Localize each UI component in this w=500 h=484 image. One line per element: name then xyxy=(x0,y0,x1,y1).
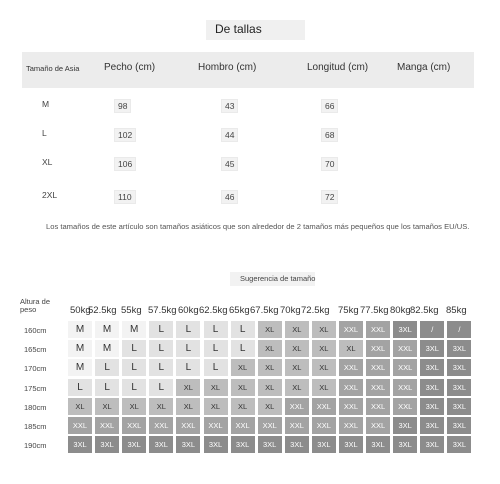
size-cell: 3XL xyxy=(149,436,173,453)
size-cell: 3XL xyxy=(393,436,417,453)
size-cell: L xyxy=(122,379,146,396)
weight-label: 60kg xyxy=(178,305,199,316)
size-cell: 3XL xyxy=(176,436,200,453)
size-cell: XXL xyxy=(366,379,390,396)
size-table-size-label: 2XL xyxy=(42,190,58,200)
size-cell: XXL xyxy=(339,321,363,338)
size-cell: 3XL xyxy=(447,379,471,396)
size-cell: XXL xyxy=(393,359,417,376)
size-cell: 3XL xyxy=(420,340,444,357)
size-cell: XXL xyxy=(285,398,309,415)
size-cell: XL xyxy=(204,379,228,396)
size-cell: L xyxy=(176,340,200,357)
weight-label: 70kg xyxy=(280,305,301,316)
weight-label: 65kg xyxy=(229,305,250,316)
size-cell: M xyxy=(68,359,92,376)
size-cell: XXL xyxy=(68,417,92,434)
size-cell: XXL xyxy=(204,417,228,434)
size-table-size-label: L xyxy=(42,128,47,138)
size-cell: 3XL xyxy=(420,379,444,396)
size-table-header-cell: Manga (cm) xyxy=(397,62,451,73)
size-table-value: 68 xyxy=(321,128,338,142)
size-cell: / xyxy=(420,321,444,338)
size-cell: XL xyxy=(285,321,309,338)
size-table-size-label: XL xyxy=(42,157,53,167)
size-cell: 3XL xyxy=(258,436,282,453)
size-cell: 3XL xyxy=(420,359,444,376)
size-cell: XXL xyxy=(339,359,363,376)
size-cell: L xyxy=(231,340,255,357)
size-cell: XL xyxy=(258,359,282,376)
size-cell: XXL xyxy=(149,417,173,434)
size-cell: M xyxy=(95,321,119,338)
suggestion-title: Sugerencia de tamaño xyxy=(240,274,316,283)
size-table-value: 43 xyxy=(221,99,238,113)
size-cell: XL xyxy=(231,398,255,415)
size-cell: L xyxy=(149,379,173,396)
size-cell: L xyxy=(68,379,92,396)
size-cell: L xyxy=(176,321,200,338)
size-cell: XXL xyxy=(366,321,390,338)
size-cell: L xyxy=(149,359,173,376)
size-cell: XL xyxy=(312,379,336,396)
size-cell: XL xyxy=(285,359,309,376)
size-cell: XL xyxy=(258,379,282,396)
size-cell: XXL xyxy=(393,379,417,396)
size-cell: XXL xyxy=(258,417,282,434)
size-cell: XL xyxy=(258,340,282,357)
size-cell: XL xyxy=(285,379,309,396)
size-cell: XL xyxy=(258,398,282,415)
size-cell: XL xyxy=(204,398,228,415)
size-cell: 3XL xyxy=(339,436,363,453)
weight-label: 80kg xyxy=(390,305,411,316)
size-cell: L xyxy=(204,359,228,376)
size-cell: XXL xyxy=(122,417,146,434)
size-cell: L xyxy=(122,359,146,376)
size-cell: M xyxy=(68,340,92,357)
size-cell: M xyxy=(122,321,146,338)
size-cell: XL xyxy=(339,340,363,357)
size-cell: 3XL xyxy=(420,417,444,434)
size-table-header-cell: Hombro (cm) xyxy=(198,62,257,73)
weight-label: 77.5kg xyxy=(360,305,389,316)
size-cell: L xyxy=(149,321,173,338)
size-table-value: 44 xyxy=(221,128,238,142)
weight-label: 52.5kg xyxy=(88,305,117,316)
height-label: 160cm xyxy=(24,326,47,335)
size-cell: 3XL xyxy=(312,436,336,453)
size-table-value: 45 xyxy=(221,157,238,171)
size-table-size-label: M xyxy=(42,99,50,109)
size-cell: XXL xyxy=(393,398,417,415)
height-label: 185cm xyxy=(24,422,47,431)
size-cell: XXL xyxy=(366,417,390,434)
size-cell: XXL xyxy=(393,340,417,357)
size-table-header-cell: Longitud (cm) xyxy=(307,62,369,73)
size-table-header-cell: Tamaño de Asia xyxy=(26,64,80,73)
size-cell: 3XL xyxy=(68,436,92,453)
size-cell: XL xyxy=(285,340,309,357)
size-table-value: 70 xyxy=(321,157,338,171)
size-cell: XXL xyxy=(231,417,255,434)
size-cell: 3XL xyxy=(231,436,255,453)
size-cell: 3XL xyxy=(447,359,471,376)
size-table-value: 102 xyxy=(114,128,136,142)
height-label: 165cm xyxy=(24,345,47,355)
size-cell: 3XL xyxy=(95,436,119,453)
size-cell: M xyxy=(68,321,92,338)
size-cell: XXL xyxy=(339,417,363,434)
size-cell: XL xyxy=(231,359,255,376)
size-cell: XL xyxy=(176,398,200,415)
size-cell: XXL xyxy=(339,398,363,415)
size-cell: XL xyxy=(312,321,336,338)
size-cell: XL xyxy=(149,398,173,415)
size-table-value: 66 xyxy=(321,99,338,113)
size-cell: L xyxy=(149,340,173,357)
size-cell: XL xyxy=(95,398,119,415)
weight-label: 85kg xyxy=(446,305,467,316)
size-cell: 3XL xyxy=(420,398,444,415)
size-table-value: 98 xyxy=(114,99,131,113)
size-cell: L xyxy=(204,340,228,357)
size-cell: / xyxy=(447,321,471,338)
size-cell: XXL xyxy=(366,398,390,415)
size-cell: L xyxy=(122,340,146,357)
size-cell: XL xyxy=(312,340,336,357)
size-cell: L xyxy=(176,359,200,376)
size-table-value: 110 xyxy=(114,190,136,204)
size-table-header-cell: Pecho (cm) xyxy=(104,62,156,73)
size-table-value: 46 xyxy=(221,190,238,204)
weight-label: 82.5kg xyxy=(410,305,439,316)
size-cell: L xyxy=(204,321,228,338)
size-cell: XL xyxy=(68,398,92,415)
size-note: Los tamaños de este artículo son tamaños asiáticos que son alrededor de 2 tamaños más pequeños que los tamaños EU/US. xyxy=(46,222,470,231)
size-cell: XL xyxy=(176,379,200,396)
size-cell: 3XL xyxy=(393,321,417,338)
weight-label: 62.5kg xyxy=(199,305,228,316)
size-cell: 3XL xyxy=(122,436,146,453)
weight-label: 55kg xyxy=(121,305,142,316)
height-label: 180cm xyxy=(24,402,47,412)
size-cell: XXL xyxy=(285,417,309,434)
weight-label: 72.5kg xyxy=(301,305,330,316)
size-cell: 3XL xyxy=(447,417,471,434)
height-label: 170cm xyxy=(24,364,47,374)
size-cell: XXL xyxy=(366,340,390,357)
size-cell: L xyxy=(231,321,255,338)
height-label: 190cm xyxy=(24,441,47,451)
size-cell: XL xyxy=(122,398,146,415)
size-cell: XXL xyxy=(339,379,363,396)
weight-label: 67.5kg xyxy=(250,305,279,316)
size-table-value: 72 xyxy=(321,190,338,204)
size-cell: L xyxy=(95,359,119,376)
size-cell: XL xyxy=(312,359,336,376)
weight-label: 75kg xyxy=(338,305,359,316)
size-cell: XXL xyxy=(312,417,336,434)
size-cell: XXL xyxy=(312,398,336,415)
size-cell: 3XL xyxy=(285,436,309,453)
grid-corner-label: Altura de peso xyxy=(20,297,51,314)
weight-label: 57.5kg xyxy=(148,305,177,316)
size-cell: 3XL xyxy=(447,398,471,415)
size-cell: XL xyxy=(231,379,255,396)
height-label: 175cm xyxy=(24,383,47,393)
weight-label: 50kg xyxy=(70,305,91,316)
size-cell: 3XL xyxy=(447,340,471,357)
size-cell: 3XL xyxy=(447,436,471,453)
size-cell: XXL xyxy=(176,417,200,434)
size-cell: L xyxy=(95,379,119,396)
size-table-value: 106 xyxy=(114,157,136,171)
size-cell: 3XL xyxy=(204,436,228,453)
size-cell: XXL xyxy=(95,417,119,434)
size-cell: 3XL xyxy=(420,436,444,453)
size-cell: XXL xyxy=(366,359,390,376)
size-cell: M xyxy=(95,340,119,357)
size-cell: 3XL xyxy=(366,436,390,453)
size-cell: 3XL xyxy=(393,417,417,434)
page-title: De tallas xyxy=(215,22,262,36)
size-cell: XL xyxy=(258,321,282,338)
